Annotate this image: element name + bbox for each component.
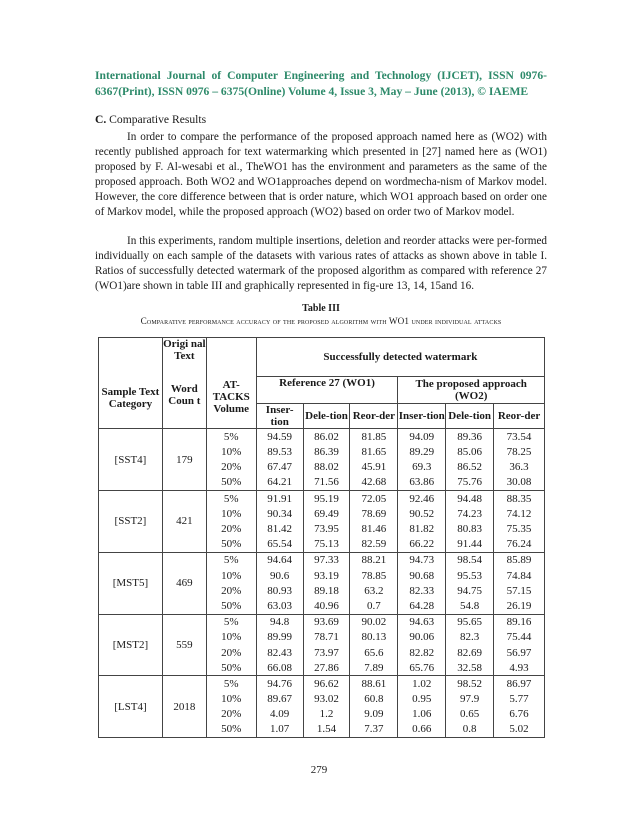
category-cell: [LST4] xyxy=(99,676,163,738)
paragraph-2-text: In this experiments, random multiple insertions, deletion and reorder attacks were per-formed individually on each sample of the datasets with various rates of attacks as shown above in table I. Ratios of successfully detected watermark of the proposed algorithm as compared with reference 27 (WO1)are shown in table III and graphically represented in fig-ure 13, 14, 15and 16. xyxy=(95,235,547,292)
word-count-cell: 469 xyxy=(162,552,206,614)
value-cell: 75.13 xyxy=(303,537,350,553)
value-cell: 72.05 xyxy=(350,491,398,507)
value-cell: 0.65 xyxy=(446,707,494,722)
attack-volume-cell: 5% xyxy=(206,491,256,507)
attack-volume-cell: 50% xyxy=(206,722,256,738)
value-cell: 81.42 xyxy=(256,522,303,537)
attack-volume-cell: 10% xyxy=(206,692,256,707)
attack-volume-cell: 10% xyxy=(206,568,256,583)
value-cell: 32.58 xyxy=(446,660,494,676)
value-cell: 89.36 xyxy=(446,429,494,445)
attack-volume-cell: 20% xyxy=(206,522,256,537)
value-cell: 86.02 xyxy=(303,429,350,445)
header-original-text: Origi nal Text xyxy=(163,338,206,363)
value-cell: 90.6 xyxy=(256,568,303,583)
value-cell: 27.86 xyxy=(303,660,350,676)
value-cell: 63.2 xyxy=(350,583,398,598)
section-heading xyxy=(95,113,206,126)
value-cell: 81.65 xyxy=(350,445,398,460)
value-cell: 69.3 xyxy=(398,460,446,475)
value-cell: 82.43 xyxy=(256,645,303,660)
value-cell: 26.19 xyxy=(494,598,545,614)
attack-volume-cell: 10% xyxy=(206,506,256,521)
value-cell: 89.67 xyxy=(256,692,303,707)
value-cell: 94.75 xyxy=(446,583,494,598)
page-number: 279 xyxy=(310,764,328,776)
table-caption: Comparative performance accuracy of the proposed algorithm with WO1 under individual attacks xyxy=(140,316,502,326)
paragraph-experiments xyxy=(95,234,547,294)
value-cell: 82.3 xyxy=(446,630,494,645)
value-cell: 89.16 xyxy=(494,614,545,630)
value-cell: 0.95 xyxy=(398,692,446,707)
value-cell: 78.85 xyxy=(350,568,398,583)
value-cell: 66.22 xyxy=(398,537,446,553)
attack-volume-cell: 20% xyxy=(206,645,256,660)
value-cell: 93.69 xyxy=(303,614,350,630)
value-cell: 88.61 xyxy=(350,676,398,692)
value-cell: 64.21 xyxy=(256,475,303,491)
value-cell: 80.93 xyxy=(256,583,303,598)
value-cell: 93.19 xyxy=(303,568,350,583)
value-cell: 81.85 xyxy=(350,429,398,445)
value-cell: 65.6 xyxy=(350,645,398,660)
table-row xyxy=(99,429,545,445)
value-cell: 74.12 xyxy=(494,506,545,521)
value-cell: 63.03 xyxy=(256,598,303,614)
header-prop-insertion: Inser-tion xyxy=(398,404,446,429)
table-row xyxy=(99,552,545,568)
value-cell: 63.86 xyxy=(398,475,446,491)
value-cell: 91.44 xyxy=(446,537,494,553)
value-cell: 1.2 xyxy=(303,707,350,722)
value-cell: 73.95 xyxy=(303,522,350,537)
value-cell: 5.77 xyxy=(494,692,545,707)
word-count-cell: 421 xyxy=(162,491,206,553)
value-cell: 98.54 xyxy=(446,552,494,568)
value-cell: 67.47 xyxy=(256,460,303,475)
section-label: C. xyxy=(95,113,107,126)
category-cell: [MST2] xyxy=(99,614,163,676)
word-count-cell: 559 xyxy=(162,614,206,676)
value-cell: 95.53 xyxy=(446,568,494,583)
value-cell: 78.69 xyxy=(350,506,398,521)
value-cell: 90.02 xyxy=(350,614,398,630)
header-category: Sample Text Category xyxy=(99,338,163,429)
value-cell: 56.97 xyxy=(494,645,545,660)
value-cell: 94.8 xyxy=(256,614,303,630)
table-row xyxy=(99,491,545,507)
table-row xyxy=(99,676,545,692)
value-cell: 94.09 xyxy=(398,429,446,445)
results-table xyxy=(98,337,545,738)
attack-volume-cell: 5% xyxy=(206,676,256,692)
category-cell: [SST4] xyxy=(99,429,163,491)
value-cell: 36.3 xyxy=(494,460,545,475)
value-cell: 1.54 xyxy=(303,722,350,738)
value-cell: 5.02 xyxy=(494,722,545,738)
value-cell: 89.18 xyxy=(303,583,350,598)
value-cell: 81.82 xyxy=(398,522,446,537)
attack-volume-cell: 20% xyxy=(206,460,256,475)
value-cell: 88.35 xyxy=(494,491,545,507)
header-reference-27: Reference 27 (WO1) xyxy=(256,377,398,404)
value-cell: 94.48 xyxy=(446,491,494,507)
value-cell: 78.25 xyxy=(494,445,545,460)
value-cell: 1.07 xyxy=(256,722,303,738)
value-cell: 76.24 xyxy=(494,537,545,553)
value-cell: 82.33 xyxy=(398,583,446,598)
value-cell: 74.23 xyxy=(446,506,494,521)
table-body xyxy=(99,429,545,738)
value-cell: 82.69 xyxy=(446,645,494,660)
value-cell: 94.59 xyxy=(256,429,303,445)
value-cell: 80.83 xyxy=(446,522,494,537)
value-cell: 60.8 xyxy=(350,692,398,707)
value-cell: 65.76 xyxy=(398,660,446,676)
header-detected: Successfully detected watermark xyxy=(256,338,544,377)
table-title: Table III xyxy=(302,303,340,314)
value-cell: 74.84 xyxy=(494,568,545,583)
value-cell: 78.71 xyxy=(303,630,350,645)
value-cell: 89.53 xyxy=(256,445,303,460)
attack-volume-cell: 50% xyxy=(206,660,256,676)
paragraph-comparison xyxy=(95,130,547,219)
value-cell: 85.06 xyxy=(446,445,494,460)
value-cell: 64.28 xyxy=(398,598,446,614)
section-title: Comparative Results xyxy=(106,113,207,126)
value-cell: 86.52 xyxy=(446,460,494,475)
value-cell: 93.02 xyxy=(303,692,350,707)
value-cell: 90.52 xyxy=(398,506,446,521)
value-cell: 73.97 xyxy=(303,645,350,660)
header-word-count: Word Coun t xyxy=(162,362,206,429)
value-cell: 75.76 xyxy=(446,475,494,491)
value-cell: 7.37 xyxy=(350,722,398,738)
attack-volume-cell: 5% xyxy=(206,614,256,630)
header-ref-insertion: Inser-tion xyxy=(256,404,303,429)
header-ref-deletion: Dele-tion xyxy=(303,404,350,429)
value-cell: 88.02 xyxy=(303,460,350,475)
value-cell: 81.46 xyxy=(350,522,398,537)
value-cell: 95.19 xyxy=(303,491,350,507)
value-cell: 91.91 xyxy=(256,491,303,507)
word-count-cell: 2018 xyxy=(162,676,206,738)
journal-header: International Journal of Computer Engineering and Technology (IJCET), ISSN 0976-6367(Print), ISSN 0976 – 6375(Online) Volume 4, Issue 3, May – June (2013), © IAEME xyxy=(95,69,547,98)
attack-volume-cell: 20% xyxy=(206,707,256,722)
value-cell: 0.66 xyxy=(398,722,446,738)
value-cell: 42.68 xyxy=(350,475,398,491)
header-ref-reorder: Reor-der xyxy=(350,404,398,429)
attack-volume-cell: 10% xyxy=(206,445,256,460)
value-cell: 7.89 xyxy=(350,660,398,676)
value-cell: 94.63 xyxy=(398,614,446,630)
value-cell: 1.02 xyxy=(398,676,446,692)
value-cell: 54.8 xyxy=(446,598,494,614)
value-cell: 85.89 xyxy=(494,552,545,568)
attack-volume-cell: 50% xyxy=(206,475,256,491)
value-cell: 92.46 xyxy=(398,491,446,507)
value-cell: 69.49 xyxy=(303,506,350,521)
header-prop-deletion: Dele-tion xyxy=(446,404,494,429)
value-cell: 97.9 xyxy=(446,692,494,707)
value-cell: 73.54 xyxy=(494,429,545,445)
value-cell: 94.64 xyxy=(256,552,303,568)
value-cell: 89.99 xyxy=(256,630,303,645)
attack-volume-cell: 50% xyxy=(206,598,256,614)
value-cell: 71.56 xyxy=(303,475,350,491)
value-cell: 94.73 xyxy=(398,552,446,568)
attack-volume-cell: 20% xyxy=(206,583,256,598)
category-cell: [SST2] xyxy=(99,491,163,553)
value-cell: 98.52 xyxy=(446,676,494,692)
word-count-cell: 179 xyxy=(162,429,206,491)
value-cell: 45.91 xyxy=(350,460,398,475)
value-cell: 75.44 xyxy=(494,630,545,645)
value-cell: 90.34 xyxy=(256,506,303,521)
value-cell: 95.65 xyxy=(446,614,494,630)
value-cell: 82.59 xyxy=(350,537,398,553)
value-cell: 57.15 xyxy=(494,583,545,598)
value-cell: 89.29 xyxy=(398,445,446,460)
value-cell: 82.82 xyxy=(398,645,446,660)
value-cell: 80.13 xyxy=(350,630,398,645)
value-cell: 96.62 xyxy=(303,676,350,692)
value-cell: 1.06 xyxy=(398,707,446,722)
attack-volume-cell: 5% xyxy=(206,552,256,568)
header-prop-reorder: Reor-der xyxy=(494,404,545,429)
attack-volume-cell: 50% xyxy=(206,537,256,553)
table-row xyxy=(99,614,545,630)
value-cell: 86.97 xyxy=(494,676,545,692)
value-cell: 30.08 xyxy=(494,475,545,491)
value-cell: 75.35 xyxy=(494,522,545,537)
header-proposed: The proposed approach (WO2) xyxy=(398,377,545,404)
value-cell: 65.54 xyxy=(256,537,303,553)
value-cell: 40.96 xyxy=(303,598,350,614)
value-cell: 97.33 xyxy=(303,552,350,568)
header-attacks-volume: AT-TACKS Volume xyxy=(206,338,256,429)
attack-volume-cell: 10% xyxy=(206,630,256,645)
paragraph-1-text: In order to compare the performance of the proposed approach named here as (WO2) with recently published approach for text watermarking which presented in [27] named here as (WO1) proposed by F. Al-wesabi et al., TheWO1 has the environment and parameters as the same of the proposed approach. Both WO2 and WO1approaches depend on wordmecha-nism of Markov model. However, the core difference between that is order nature, which WO1 approach based on order one of Markov model, while the proposed approach (WO2) based on order two of Markov model. xyxy=(95,131,547,218)
value-cell: 4.93 xyxy=(494,660,545,676)
value-cell: 0.8 xyxy=(446,722,494,738)
value-cell: 90.68 xyxy=(398,568,446,583)
value-cell: 0.7 xyxy=(350,598,398,614)
value-cell: 6.76 xyxy=(494,707,545,722)
value-cell: 88.21 xyxy=(350,552,398,568)
value-cell: 90.06 xyxy=(398,630,446,645)
value-cell: 4.09 xyxy=(256,707,303,722)
attack-volume-cell: 5% xyxy=(206,429,256,445)
value-cell: 66.08 xyxy=(256,660,303,676)
category-cell: [MST5] xyxy=(99,552,163,614)
value-cell: 94.76 xyxy=(256,676,303,692)
value-cell: 9.09 xyxy=(350,707,398,722)
value-cell: 86.39 xyxy=(303,445,350,460)
